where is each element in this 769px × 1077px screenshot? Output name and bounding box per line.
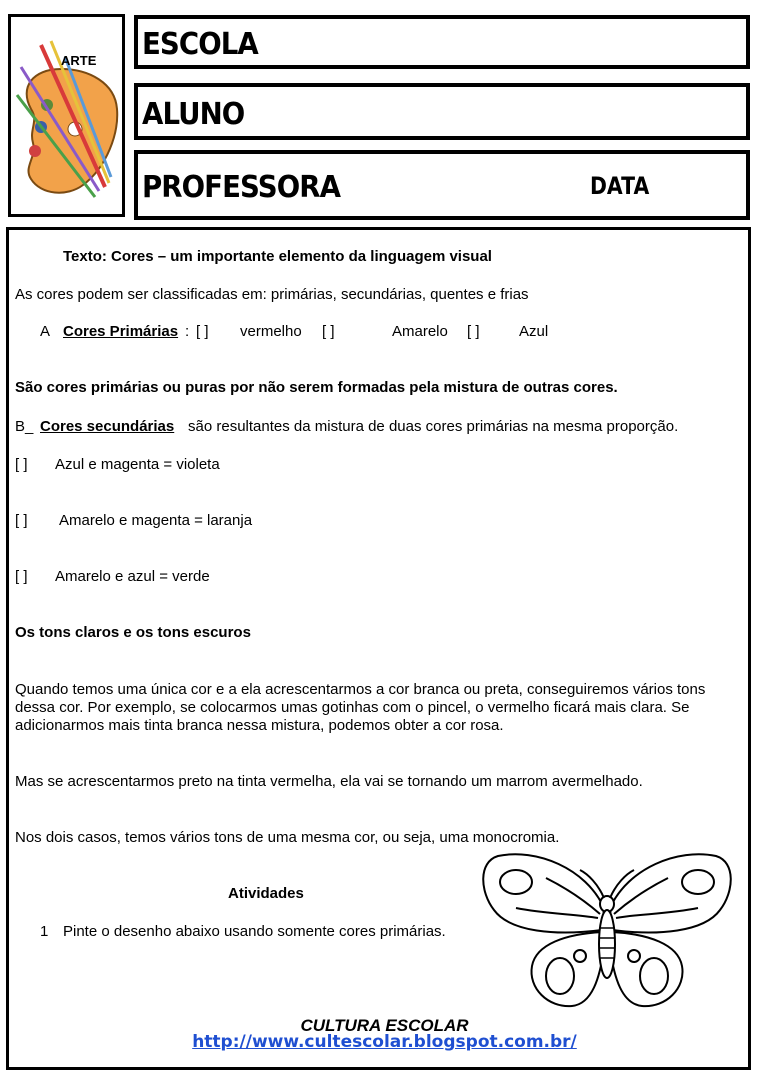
primary-item-2: Amarelo: [392, 323, 448, 340]
secondary-checkbox-1[interactable]: [ ]: [15, 456, 28, 473]
primary-checkbox-2[interactable]: [ ]: [322, 323, 335, 340]
secondary-item-2: Amarelo e magenta = laranja: [59, 512, 253, 529]
primary-checkbox-3[interactable]: [ ]: [467, 323, 480, 340]
paragraph-1: Quando temos uma única cor e a ela acrescentarmos a cor branca ou preta, conseguiremos vários tons dessa cor. Por exemplo, se colocarmos umas gotinhas com o pincel, o vermelho ficará mais clara. Se adicionarmos mais tinta branca nessa mistura, podemos obter a cor rosa.: [15, 681, 706, 734]
primary-prefix: A: [40, 323, 51, 340]
aluno-field[interactable]: [134, 83, 750, 140]
secondary-rest: são resultantes da mistura de duas cores primárias na mesma proporção.: [188, 418, 679, 435]
secondary-item-1: Azul e magenta = violeta: [55, 456, 220, 473]
escola-label: ESCOLA: [142, 27, 258, 62]
primary-label: Cores Primárias: [63, 323, 179, 340]
data-label: DATA: [590, 172, 650, 200]
activity-1-text: Pinte o desenho abaixo usando somente cores primárias.: [63, 923, 446, 940]
primary-colon: :: [185, 323, 190, 340]
text-title: Texto: Cores – um importante elemento da linguagem visual: [63, 248, 492, 265]
professora-label: PROFESSORA: [142, 170, 341, 205]
logo-box: [8, 14, 125, 217]
art-palette-icon: [11, 17, 122, 214]
aluno-label: ALUNO: [142, 97, 245, 132]
activity-number: 1: [40, 923, 49, 940]
secondary-checkbox-2[interactable]: [ ]: [15, 512, 28, 529]
escola-field[interactable]: [134, 15, 750, 69]
primary-note: São cores primárias ou puras por não serem formadas pela mistura de outras cores.: [15, 379, 618, 396]
butterfly-drawing[interactable]: [476, 848, 738, 1018]
professora-field[interactable]: [134, 150, 750, 220]
primary-item-1: vermelho: [240, 323, 302, 340]
logo-text: ARTE: [61, 53, 97, 68]
primary-checkbox-1[interactable]: [ ]: [196, 323, 209, 340]
paragraph-2: Mas se acrescentarmos preto na tinta vermelha, ela vai se tornando um marrom avermelhado.: [15, 773, 643, 790]
footer-brand: CULTURA ESCOLAR: [300, 1016, 469, 1035]
activities-title: Atividades: [228, 885, 304, 902]
primary-item-3: Azul: [519, 323, 549, 340]
tones-title: Os tons claros e os tons escuros: [15, 624, 251, 641]
intro-text: As cores podem ser classificadas em: primárias, secundárias, quentes e frias: [15, 286, 529, 303]
secondary-item-3: Amarelo e azul = verde: [55, 568, 210, 585]
secondary-checkbox-3[interactable]: [ ]: [15, 568, 28, 585]
footer-url-link[interactable]: http://www.cultescolar.blogspot.com.br/: [192, 1032, 577, 1052]
paragraph-3: Nos dois casos, temos vários tons de uma mesma cor, ou seja, uma monocromia.: [15, 829, 560, 846]
secondary-prefix: B_: [15, 418, 34, 435]
secondary-label: Cores secundárias: [40, 418, 175, 435]
